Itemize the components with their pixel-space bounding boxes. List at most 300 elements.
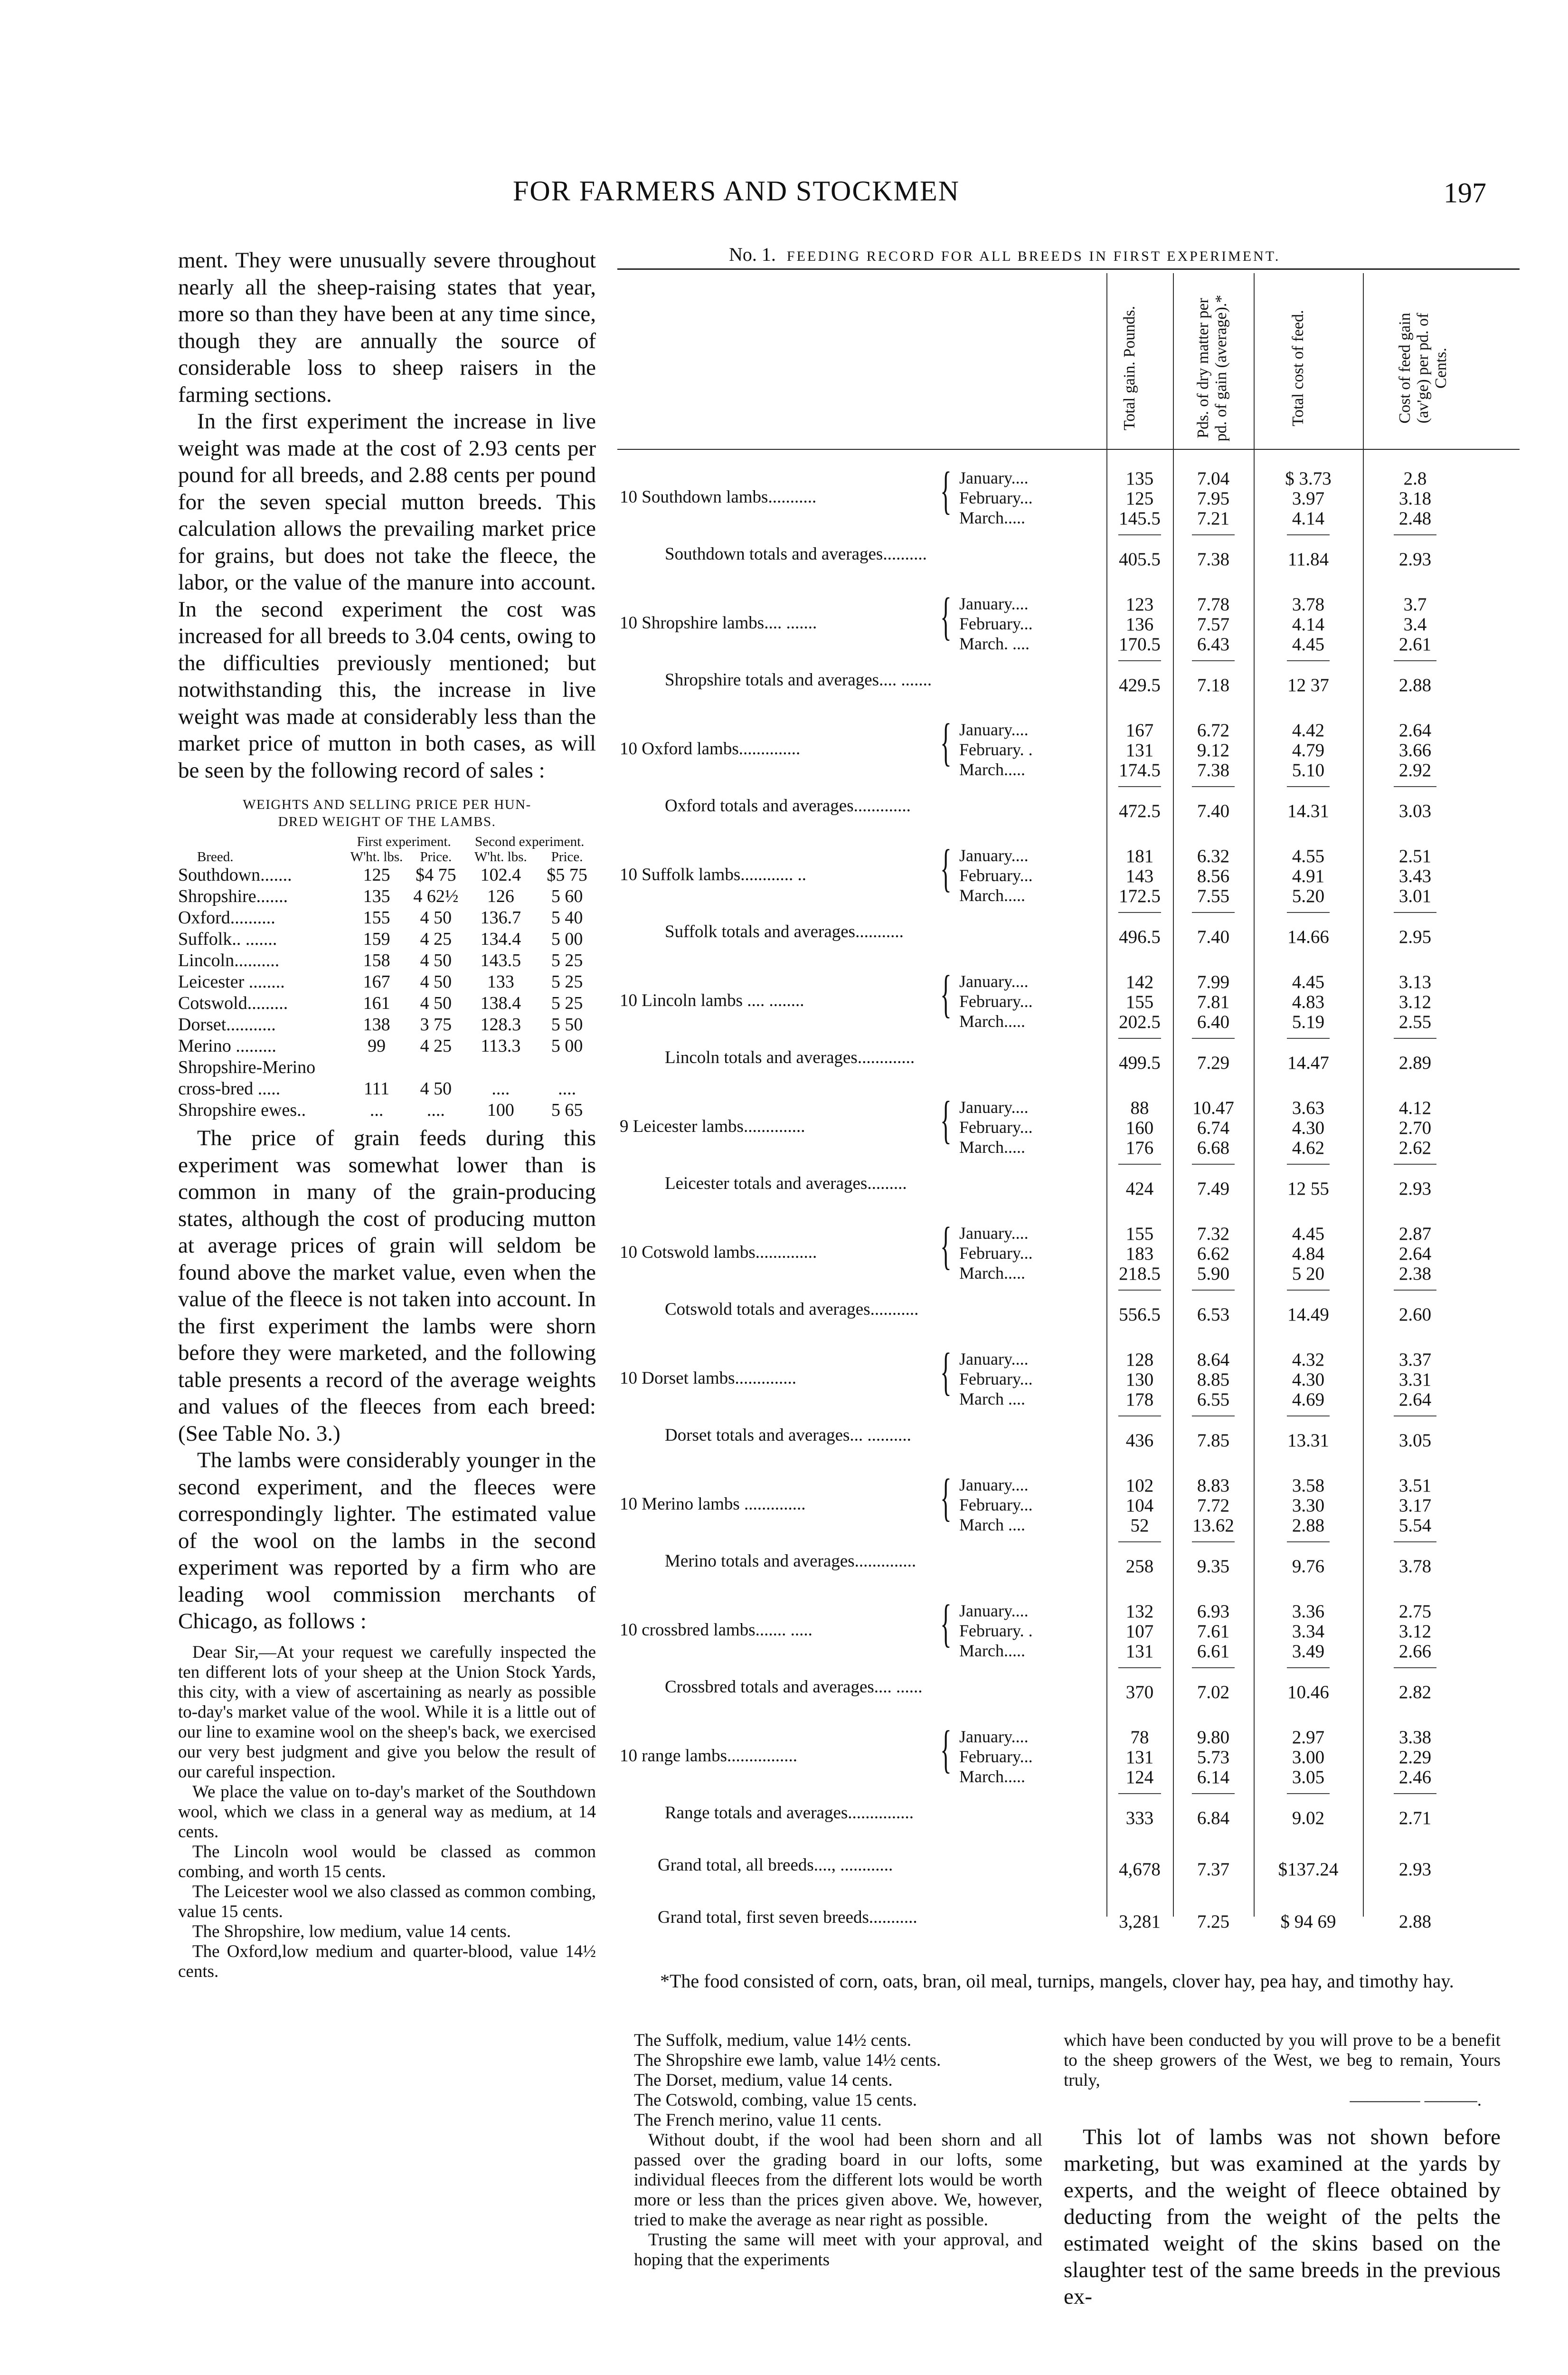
brace: { <box>940 713 952 771</box>
cell-value: 4.91 <box>1292 866 1325 886</box>
total-value: 370 <box>1125 1682 1154 1702</box>
total-rule <box>1287 660 1330 661</box>
month-label: January.... <box>959 1727 1029 1746</box>
month-label: March..... <box>959 760 1025 779</box>
cell-value: 3.00 <box>1292 1747 1325 1767</box>
cell-value: 3.51 <box>1398 1475 1432 1496</box>
cell-value: 160 <box>1125 1118 1154 1138</box>
cell-value: 3.13 <box>1398 972 1432 992</box>
breed-label: 10 Suffolk lambs............ .. <box>620 865 806 884</box>
cell-w1 <box>345 1057 408 1078</box>
total-rule <box>1118 912 1161 913</box>
cell-w2 <box>463 1057 538 1078</box>
cell-value: 7.38 <box>1197 760 1230 780</box>
total-rule <box>1192 1541 1235 1542</box>
cell-p2: $5 75 <box>547 865 587 885</box>
total-value: 556.5 <box>1119 1304 1161 1325</box>
total-value: 14.49 <box>1287 1304 1329 1325</box>
paragraph: ment. They were unusually severe throughout nearly all the sheep-raising states that year, more so than they have been at any time since, though they are annually the source of considerable loss to sheep raisers in the farming sections. <box>178 248 596 407</box>
month-label: January.... <box>959 1224 1029 1243</box>
cell-w2: 128.3 <box>480 1015 521 1035</box>
cell-value: 155 <box>1125 992 1154 1012</box>
paragraph: The lambs were considerably younger in the second experiment, and the fleeces were correspondingly lighter. The estimated value of the wool on the lambs in the second experiment was reported by a firm who are leading wool commission merchants of Chicago, as follows : <box>178 1448 596 1634</box>
total-rule <box>1287 1164 1330 1165</box>
paragraph: The price of grain feeds during this experiment was somewhat lower than is common in many of the grain-producing states, although the cost of producing mutton at average prices of grain will seldom be found above the market value, even when the value of the fleece is not taken into account. In the first experiment the lambs were shorn before they were marketed, and the following table presents a record of the average weights and values of the fleeces from each breed: (See Table No. 3.) <box>178 1126 596 1446</box>
cell-value: 6.32 <box>1197 846 1230 866</box>
total-rule <box>1394 912 1436 913</box>
cell-value: 183 <box>1125 1244 1154 1264</box>
total-rule <box>1192 1793 1235 1794</box>
cell-value: 181 <box>1125 846 1154 866</box>
grand-total-value: 7.37 <box>1197 1859 1230 1880</box>
letter-end: which have been conducted by you will prove to be a benefit to the sheep growers of the West, we beg to remain, Yours truly, <box>1064 2031 1501 2090</box>
cell-p2: 5 65 <box>551 1100 583 1120</box>
total-rule <box>1192 660 1235 661</box>
month-label: March .... <box>959 1389 1025 1408</box>
cell-value: 3.7 <box>1403 594 1427 615</box>
table-row <box>178 1057 596 1078</box>
totals-label: Cotswold totals and averages........... <box>665 1300 919 1319</box>
total-rule <box>1287 786 1330 787</box>
total-rule <box>1287 1667 1330 1668</box>
cell-value: 4.84 <box>1292 1244 1325 1264</box>
totals-label: Oxford totals and averages............. <box>665 796 911 816</box>
month-label: January.... <box>959 468 1029 487</box>
total-rule <box>1394 1793 1436 1794</box>
breed-label: 10 Cotswold lambs.............. <box>620 1243 817 1262</box>
total-rule <box>1287 534 1330 535</box>
cell-p1: 4 25 <box>420 929 452 949</box>
month-label: February... <box>959 866 1033 885</box>
cell-value: 52 <box>1130 1515 1149 1536</box>
group-first: First experiment. <box>357 834 451 849</box>
cell-p2: 5 50 <box>551 1015 583 1035</box>
breed-label: 10 range lambs................ <box>620 1746 798 1766</box>
cell-value: 5.54 <box>1398 1515 1432 1536</box>
cell-value: 2.8 <box>1403 468 1427 489</box>
cell-value: 2.48 <box>1398 508 1432 529</box>
cell-value: 2.87 <box>1398 1224 1432 1244</box>
cell-breed: cross-bred ..... <box>178 1079 281 1099</box>
cell-p1: 4 50 <box>420 993 452 1013</box>
total-value: 6.53 <box>1197 1304 1230 1325</box>
cell-w2: 102.4 <box>480 865 521 885</box>
letter-paragraph: The Lincoln wool would be classed as common combing, and worth 15 cents. <box>178 1842 596 1881</box>
cell-w1: 161 <box>363 993 390 1013</box>
cell-value: 2.92 <box>1398 760 1432 780</box>
cell-value: 2.97 <box>1292 1727 1325 1748</box>
month-label: January.... <box>959 1349 1029 1368</box>
total-rule <box>1118 1038 1161 1039</box>
column-header: Cost of feed gain (av'ge) per pd. of Cents. <box>1396 313 1450 424</box>
cell-breed: Shropshire-Merino <box>178 1057 316 1077</box>
total-value: 14.66 <box>1287 927 1329 947</box>
cell-w1: 125 <box>363 865 390 885</box>
cell-breed: Merino ......... <box>178 1036 276 1056</box>
totals-label: Merino totals and averages.............. <box>665 1551 916 1571</box>
cell-value: 131 <box>1125 1747 1154 1767</box>
cell-value: 7.78 <box>1197 594 1230 615</box>
column-rule <box>1254 273 1255 1917</box>
cell-value: 2.38 <box>1398 1264 1432 1284</box>
total-value: 3.78 <box>1398 1556 1432 1577</box>
month-label: February... <box>959 1747 1033 1766</box>
letter-continued <box>634 2031 1042 2270</box>
total-value: 9.35 <box>1197 1556 1230 1577</box>
brace: { <box>940 1720 952 1778</box>
month-label: March..... <box>959 886 1025 905</box>
column-rule <box>1173 273 1174 1917</box>
total-value: 7.18 <box>1197 675 1230 695</box>
month-label: March..... <box>959 1264 1025 1282</box>
brace: { <box>940 839 952 897</box>
left-column <box>178 247 596 1982</box>
cell-p1: 3 75 <box>420 1015 452 1035</box>
cell-value: 4.12 <box>1398 1098 1432 1118</box>
cell-value: 2.64 <box>1398 1244 1432 1264</box>
cell-value: 2.64 <box>1398 1389 1432 1410</box>
cell-value: 6.62 <box>1197 1244 1230 1264</box>
cell-w2: 134.4 <box>480 929 521 949</box>
cell-breed: Cotswold......... <box>178 993 288 1013</box>
cell-p1: 4 25 <box>420 1036 452 1056</box>
table-row <box>178 929 596 950</box>
cell-value: 2.51 <box>1398 846 1432 866</box>
grand-total-value: 2.93 <box>1398 1859 1432 1880</box>
right-text <box>1064 2031 1501 2310</box>
cell-p2: 5 25 <box>551 950 583 970</box>
cell-value: 7.32 <box>1197 1224 1230 1244</box>
cell-value: 143 <box>1125 866 1154 886</box>
month-label: March..... <box>959 508 1025 527</box>
cell-value: 4.14 <box>1292 614 1325 635</box>
cell-value: 7.55 <box>1197 886 1230 906</box>
table-row <box>178 1014 596 1036</box>
cell-p1: .... <box>426 1100 445 1120</box>
total-rule <box>1192 1164 1235 1165</box>
cell-value: 13.62 <box>1192 1515 1234 1536</box>
cell-p2: 5 25 <box>551 993 583 1013</box>
cell-value: $ 3.73 <box>1285 468 1332 489</box>
cell-breed: Southdown....... <box>178 865 292 885</box>
cell-value: 202.5 <box>1119 1012 1161 1032</box>
total-value: 13.31 <box>1287 1430 1329 1451</box>
cell-value: 3.36 <box>1292 1601 1325 1622</box>
signature: ———— ———. <box>1350 2090 1482 2110</box>
totals-label: Suffolk totals and averages........... <box>665 922 904 941</box>
cell-value: 2.88 <box>1292 1515 1325 1536</box>
total-rule <box>1118 786 1161 787</box>
cell-value: 5.10 <box>1292 760 1325 780</box>
cell-value: 5.19 <box>1292 1012 1325 1032</box>
breed-label: 10 Oxford lambs.............. <box>620 739 801 759</box>
cell-breed: Dorset........... <box>178 1015 276 1035</box>
total-value: 7.29 <box>1197 1053 1230 1073</box>
cell-value: 7.04 <box>1197 468 1230 489</box>
cell-p2: 5 60 <box>551 886 583 906</box>
totals-label: Dorset totals and averages... .......... <box>665 1425 911 1445</box>
cell-value: 130 <box>1125 1369 1154 1390</box>
cell-value: 3.01 <box>1398 886 1432 906</box>
total-rule <box>1394 1667 1436 1668</box>
month-label: February... <box>959 1118 1033 1137</box>
breed-label: 10 crossbred lambs....... ..... <box>620 1620 812 1640</box>
cell-value: 8.85 <box>1197 1369 1230 1390</box>
grand-total-value: 4,678 <box>1119 1859 1161 1880</box>
cell-p2: 5 40 <box>551 908 583 928</box>
cell-value: 4.32 <box>1292 1349 1325 1370</box>
month-label: January.... <box>959 1098 1029 1117</box>
total-rule <box>1394 1164 1436 1165</box>
cell-value: 136 <box>1125 614 1154 635</box>
total-value: 12 55 <box>1287 1178 1329 1199</box>
cell-value: 142 <box>1125 972 1154 992</box>
cell-breed: Shropshire....... <box>178 886 288 906</box>
letter-paragraph: Trusting the same will meet with your approval, and hoping that the experiments <box>634 2230 1042 2270</box>
total-rule <box>1118 1541 1161 1542</box>
total-rule <box>1118 1667 1161 1668</box>
total-rule <box>1118 1290 1161 1291</box>
cell-value: 3.66 <box>1398 740 1432 760</box>
cell-p2: 5 25 <box>551 972 583 992</box>
total-value: 2.88 <box>1398 675 1432 695</box>
month-label: January.... <box>959 972 1029 991</box>
weights-table-title: WEIGHTS AND SELLING PRICE PER HUN- DRED WEIGHT OF THE LAMBS. <box>243 797 531 829</box>
total-value: 2.82 <box>1398 1682 1432 1702</box>
cell-value: 3.30 <box>1292 1495 1325 1516</box>
letter-paragraph: We place the value on to-day's market of the Southdown wool, which we class in a general way as medium, at 14 cents. <box>178 1782 596 1842</box>
table-row <box>178 950 596 971</box>
total-value: 7.02 <box>1197 1682 1230 1702</box>
cell-w2: 138.4 <box>480 993 521 1013</box>
cell-value: 10.47 <box>1192 1098 1234 1118</box>
cell-value: 2.75 <box>1398 1601 1432 1622</box>
total-value: 405.5 <box>1119 549 1161 570</box>
total-value: 14.31 <box>1287 801 1329 821</box>
cell-value: 4.30 <box>1292 1118 1325 1138</box>
table-rule <box>617 268 1520 270</box>
total-value: 12 37 <box>1287 675 1329 695</box>
letter-line: The Dorset, medium, value 14 cents. <box>634 2071 893 2090</box>
cell-p2: .... <box>558 1079 576 1099</box>
cell-value: 2.66 <box>1398 1641 1432 1662</box>
cell-value: 218.5 <box>1119 1264 1161 1284</box>
total-rule <box>1394 660 1436 661</box>
month-label: March..... <box>959 1641 1025 1660</box>
cell-value: 8.56 <box>1197 866 1230 886</box>
cell-value: 7.95 <box>1197 488 1230 509</box>
total-rule <box>1287 1541 1330 1542</box>
col-wht: W'ht. lbs. <box>350 849 403 864</box>
cell-value: 4.62 <box>1292 1138 1325 1158</box>
feeding-table-title: No. 1. FEEDING RECORD FOR ALL BREEDS IN FIRST EXPERIMENT. <box>729 244 1281 265</box>
total-value: 499.5 <box>1119 1053 1161 1073</box>
month-label: March .... <box>959 1515 1025 1534</box>
cell-value: 131 <box>1125 740 1154 760</box>
cell-w2: 126 <box>487 886 514 906</box>
table-row <box>178 907 596 929</box>
cell-w2: 136.7 <box>480 908 521 928</box>
total-value: 10.46 <box>1287 1682 1329 1702</box>
month-label: January.... <box>959 594 1029 613</box>
cell-w2: .... <box>491 1079 510 1099</box>
cell-value: 6.68 <box>1197 1138 1230 1158</box>
cell-value: 7.99 <box>1197 972 1230 992</box>
cell-p1: $4 75 <box>416 865 456 885</box>
total-value: 9.02 <box>1292 1808 1325 1828</box>
cell-value: 2.70 <box>1398 1118 1432 1138</box>
total-rule <box>1287 1793 1330 1794</box>
totals-label: Range totals and averages............... <box>665 1803 914 1823</box>
grand-total-label: Grand total, all breeds...., ............ <box>658 1855 893 1875</box>
month-label: February. . <box>959 740 1033 759</box>
cell-value: 131 <box>1125 1641 1154 1662</box>
total-rule <box>1192 1667 1235 1668</box>
cell-value: 4.45 <box>1292 972 1325 992</box>
total-value: 9.76 <box>1292 1556 1325 1577</box>
total-rule <box>1192 1290 1235 1291</box>
breed-label: 10 Dorset lambs.............. <box>620 1368 797 1388</box>
cell-p1 <box>408 1057 463 1078</box>
cell-value: 6.55 <box>1197 1389 1230 1410</box>
total-rule <box>1118 534 1161 535</box>
footnote: *The food consisted of corn, oats, bran, oil meal, turnips, mangels, clover hay, pea hay, and timothy hay. <box>660 1970 1454 1992</box>
letter <box>178 1643 596 1982</box>
cell-value: 78 <box>1130 1727 1149 1748</box>
cell-value: 7.21 <box>1197 508 1230 529</box>
cell-value: 145.5 <box>1119 508 1161 529</box>
cell-w1: 111 <box>363 1079 390 1099</box>
cell-w1: 158 <box>363 950 390 970</box>
table-row <box>178 993 596 1014</box>
group-second: Second experiment. <box>475 834 585 849</box>
month-label: January.... <box>959 720 1029 739</box>
col-wht: W'ht. lbs. <box>474 849 527 864</box>
cell-w2: 100 <box>487 1100 514 1120</box>
cell-p1: 4 50 <box>420 972 452 992</box>
brace: { <box>940 587 952 645</box>
total-value: 7.40 <box>1197 927 1230 947</box>
total-rule <box>1192 786 1235 787</box>
cell-value: 7.61 <box>1197 1621 1230 1642</box>
total-value: 2.60 <box>1398 1304 1432 1325</box>
cell-value: 3.05 <box>1292 1767 1325 1787</box>
cell-value: 9.12 <box>1197 740 1230 760</box>
totals-label: Shropshire totals and averages.... ....... <box>665 670 932 690</box>
running-head: FOR FARMERS AND STOCKMEN <box>513 175 960 207</box>
cell-value: 2.62 <box>1398 1138 1432 1158</box>
letter-paragraph: The Shropshire, low medium, value 14 cents. <box>192 1921 511 1941</box>
total-rule <box>1394 1038 1436 1039</box>
brace: { <box>940 1594 952 1652</box>
cell-value: 4.30 <box>1292 1369 1325 1390</box>
cell-value: 6.40 <box>1197 1012 1230 1032</box>
total-value: 424 <box>1125 1178 1154 1199</box>
totals-label: Crossbred totals and averages.... ...... <box>665 1677 923 1697</box>
paragraph: This lot of lambs was not shown before marketing, but was examined at the yards by experts, and the weight of fleece obtained by deducting from the weight of the pelts the estimated weight of the skins based on the slaughter test of the same breeds in the previous ex- <box>1064 2125 1501 2309</box>
cell-value: 3.12 <box>1398 992 1432 1012</box>
letter-paragraph: Dear Sir,—At your request we carefully inspected the ten different lots of your sheep at the Union Stock Yards, this city, with a view of ascertaining as nearly as possible to-day's market value of the wool. While it is a little out of our line to examine wool on the sheep's back, we exercised our very best judgment and give you below the result of our careful inspection. <box>178 1642 596 1782</box>
cell-w2: 133 <box>487 972 514 992</box>
cell-value: 2.64 <box>1398 720 1432 741</box>
cell-value: 4.83 <box>1292 992 1325 1012</box>
cell-value: 3.58 <box>1292 1475 1325 1496</box>
cell-breed: Leicester ........ <box>178 972 285 992</box>
cell-value: 124 <box>1125 1767 1154 1787</box>
cell-value: 170.5 <box>1119 634 1161 655</box>
cell-value: 3.34 <box>1292 1621 1325 1642</box>
cell-breed: Lincoln.......... <box>178 950 280 970</box>
grand-total-value: $137.24 <box>1278 1859 1339 1880</box>
cell-value: 167 <box>1125 720 1154 741</box>
cell-value: 4.14 <box>1292 508 1325 529</box>
cell-value: 3.12 <box>1398 1621 1432 1642</box>
breed-label: 10 Lincoln lambs .... ........ <box>620 991 804 1010</box>
letter-line: The Suffolk, medium, value 14½ cents. <box>634 2031 912 2050</box>
letter-line: The Shropshire ewe lamb, value 14½ cents. <box>634 2051 941 2070</box>
cell-p2: 5 00 <box>551 1036 583 1056</box>
month-label: March..... <box>959 1138 1025 1157</box>
cell-value: 4.45 <box>1292 634 1325 655</box>
cell-value: 6.43 <box>1197 634 1230 655</box>
cell-value: 172.5 <box>1119 886 1161 906</box>
col-price: Price. <box>420 849 452 864</box>
cell-breed: Shropshire ewes.. <box>178 1100 306 1120</box>
table-row <box>178 864 596 886</box>
total-value: 7.85 <box>1197 1430 1230 1451</box>
cell-value: 2.46 <box>1398 1767 1432 1787</box>
total-rule <box>1287 1038 1330 1039</box>
cell-value: 3.4 <box>1403 614 1427 635</box>
cell-p1: 4 62½ <box>413 886 459 906</box>
cell-value: 3.63 <box>1292 1098 1325 1118</box>
cell-value: 6.61 <box>1197 1641 1230 1662</box>
table-row <box>178 971 596 993</box>
brace: { <box>940 1216 952 1274</box>
cell-p2: 5 00 <box>551 929 583 949</box>
paragraph: In the first experiment the increase in live weight was made at the cost of 2.93 cents per pound for all breeds, and 2.88 cents per pound for the seven special mutton breeds. This calculation allows the prevailing market price for grains, but does not take the fleece, the labor, or the value of the manure into account. In the second experiment the cost was increased for all breeds to 3.04 cents, owing to the difficulties previously mentioned; but notwithstanding this, the increase in live weight was made at considerably less than the market price of mutton in both cases, as will be seen by the following record of sales : <box>178 409 596 783</box>
total-rule <box>1394 1290 1436 1291</box>
grand-total-value: 2.88 <box>1398 1911 1432 1932</box>
grand-total-label: Grand total, first seven breeds........... <box>658 1908 917 1927</box>
cell-value: 4.45 <box>1292 1224 1325 1244</box>
total-value: 14.47 <box>1287 1053 1329 1073</box>
cell-value: 4.69 <box>1292 1389 1325 1410</box>
col-breed: Breed. <box>197 849 234 864</box>
total-value: 2.71 <box>1398 1808 1432 1828</box>
total-rule <box>1192 534 1235 535</box>
table-row <box>178 1100 596 1121</box>
cell-value: 2.29 <box>1398 1747 1432 1767</box>
cell-value: 5.20 <box>1292 886 1325 906</box>
cell-w2: 113.3 <box>481 1036 521 1056</box>
col-price: Price. <box>551 849 583 864</box>
cell-p1: 4 50 <box>420 950 452 970</box>
weights-table <box>178 834 596 1121</box>
cell-value: 6.74 <box>1197 1118 1230 1138</box>
breed-label: 10 Southdown lambs........... <box>620 487 817 507</box>
cell-w1: ... <box>369 1100 384 1120</box>
month-label: March. .... <box>959 634 1030 653</box>
total-value: 333 <box>1125 1808 1154 1828</box>
total-rule <box>1118 1164 1161 1165</box>
cell-value: 5.90 <box>1197 1264 1230 1284</box>
cell-value: 135 <box>1125 468 1154 489</box>
column-rule <box>1363 273 1364 1917</box>
total-rule <box>1192 1038 1235 1039</box>
cell-value: 6.14 <box>1197 1767 1230 1787</box>
month-label: January.... <box>959 1475 1029 1494</box>
